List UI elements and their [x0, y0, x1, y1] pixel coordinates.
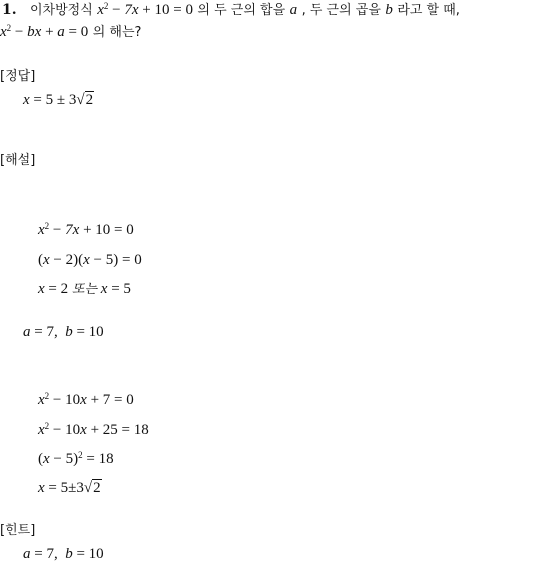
answer-label: [정답] — [0, 69, 36, 84]
answer-value: x = 5 ± 3√2 — [23, 92, 94, 108]
line2-text: 의 해는? — [92, 25, 142, 40]
hint-label: [힌트] — [0, 523, 36, 538]
problem-text-1: 이차방정식 — [29, 3, 93, 18]
solution-step-6: $(x - 5)^2 = 18$ — [38, 450, 114, 467]
solution-step-3: x = 2 또는 x = 5 — [38, 281, 131, 297]
problem-text-4: 라고 할 때, — [397, 3, 460, 18]
problem-equation: $x^2 - 7x + 10 = 0$ — [97, 1, 193, 18]
solution-label: [해설] — [0, 153, 36, 168]
problem-text-3: , 두 근의 곱을 — [301, 3, 381, 18]
hint-value: a = 7, b = 10 — [23, 546, 104, 562]
solution-step-7: x = 5±3√2 — [38, 480, 101, 496]
solution-step-4: $x^2 - 10x + 7 = 0$ — [38, 391, 134, 408]
problem-line-1 — [2, 1, 460, 20]
var-a: a — [289, 2, 298, 18]
problem-text-2: 의 두 근의 합을 — [197, 3, 286, 18]
problem-number: 1. — [2, 2, 17, 18]
solution-values: a = 7, b = 10 — [23, 324, 104, 340]
solution-step-5: $x^2 - 10x + 25 = 18$ — [38, 421, 149, 438]
line2-equation: $x^2$ − bx + a = 0 — [0, 23, 89, 40]
problem-line-2 — [0, 23, 141, 42]
var-b: b — [385, 2, 393, 18]
solution-step-2: (x − 2)(x − 5) = 0 — [38, 252, 142, 268]
solution-step-1: $x^2 - 7x + 10 = 0$ — [38, 221, 134, 238]
or-word: 또는 — [71, 282, 98, 297]
